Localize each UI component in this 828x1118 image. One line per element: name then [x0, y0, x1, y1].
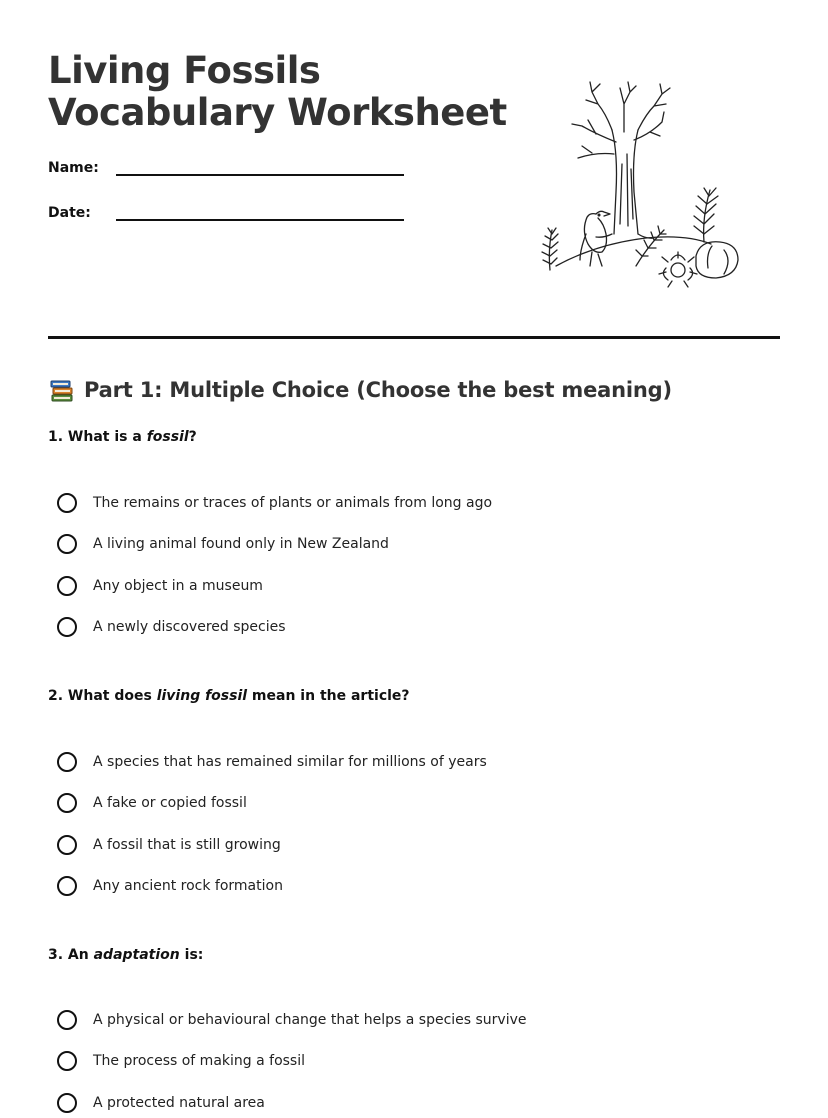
books-emoji-icon: [48, 376, 76, 404]
title-line-1: Living Fossils: [48, 49, 321, 92]
radio-button[interactable]: [57, 793, 77, 813]
option-label: A species that has remained similar for millions of years: [93, 754, 487, 770]
q2-option-b[interactable]: [57, 790, 247, 816]
radio-button[interactable]: [57, 534, 77, 554]
q3-option-c[interactable]: [57, 1090, 265, 1116]
q2-option-a[interactable]: [57, 749, 487, 775]
question-1-prefix: 1. What is a: [48, 429, 147, 445]
q1-option-d[interactable]: [57, 614, 286, 640]
radio-button[interactable]: [57, 1010, 77, 1030]
part1-heading-text: Part 1: Multiple Choice (Choose the best meaning): [84, 378, 672, 402]
question-1-suffix: ?: [188, 429, 197, 445]
question-3-prefix: 3. An: [48, 947, 94, 963]
question-3-suffix: is:: [179, 947, 204, 963]
name-label: Name:: [48, 160, 99, 176]
date-field-row: [48, 205, 408, 229]
question-2: [48, 688, 410, 704]
question-2-term: living fossil: [156, 688, 248, 704]
radio-button[interactable]: [57, 576, 77, 596]
date-blank-line[interactable]: [116, 219, 404, 221]
option-label: Any object in a museum: [93, 578, 263, 594]
worksheet-title: [48, 50, 507, 134]
question-3-term: adaptation: [93, 947, 180, 963]
q1-option-b[interactable]: [57, 531, 389, 557]
radio-button[interactable]: [57, 1051, 77, 1071]
name-field-row: [48, 160, 408, 184]
option-label: A fossil that is still growing: [93, 837, 281, 853]
question-2-suffix: mean in the article?: [247, 688, 410, 704]
tree-bird-fern-illustration: [536, 74, 746, 290]
q2-option-c[interactable]: [57, 832, 281, 858]
question-1-term: fossil: [146, 429, 189, 445]
question-1: [48, 429, 197, 445]
date-label: Date:: [48, 205, 91, 221]
q3-option-a[interactable]: [57, 1007, 527, 1033]
header-divider: [48, 336, 780, 339]
option-label: A physical or behavioural change that helps a species survive: [93, 1012, 527, 1028]
q1-option-a[interactable]: [57, 490, 492, 516]
name-blank-line[interactable]: [116, 174, 404, 176]
option-label: The remains or traces of plants or animals from long ago: [93, 495, 493, 511]
option-label: The process of making a fossil: [93, 1053, 305, 1069]
radio-button[interactable]: [57, 752, 77, 772]
radio-button[interactable]: [57, 493, 77, 513]
option-label: Any ancient rock formation: [93, 878, 283, 894]
question-2-prefix: 2. What does: [48, 688, 157, 704]
option-label: A newly discovered species: [93, 619, 286, 635]
option-label: A living animal found only in New Zealand: [93, 536, 389, 552]
q1-option-c[interactable]: [57, 573, 263, 599]
q3-option-b[interactable]: [57, 1048, 305, 1074]
title-line-2: Vocabulary Worksheet: [48, 91, 507, 134]
question-3: [48, 947, 203, 963]
radio-button[interactable]: [57, 876, 77, 896]
option-label: A protected natural area: [93, 1095, 265, 1111]
radio-button[interactable]: [57, 617, 77, 637]
part1-heading: [48, 374, 672, 406]
radio-button[interactable]: [57, 1093, 77, 1113]
radio-button[interactable]: [57, 835, 77, 855]
q2-option-d[interactable]: [57, 873, 283, 899]
option-label: A fake or copied fossil: [93, 795, 247, 811]
